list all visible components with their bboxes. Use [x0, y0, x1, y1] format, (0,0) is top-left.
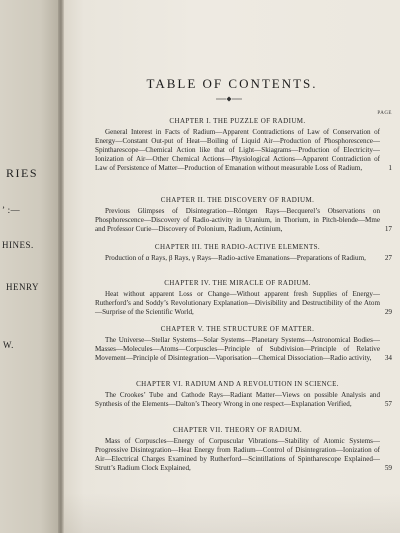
chapter-page-number: 27 — [384, 253, 392, 262]
ornament-divider-icon — [216, 96, 242, 102]
chapter-summary: Production of α Rays, β Rays, γ Rays—Radio-active Emanations—Preparations of Radium, — [105, 253, 366, 262]
toc-entry — [95, 196, 392, 234]
chapter-page-number: 59 — [384, 463, 392, 472]
toc-page — [64, 0, 400, 533]
chapter-heading: CHAPTER I. THE PUZZLE OF RADIUM. — [169, 117, 306, 125]
chapter-heading: CHAPTER V. THE STRUCTURE OF MATTER. — [160, 325, 315, 333]
toc-entry — [95, 426, 392, 473]
toc-entry — [95, 325, 392, 363]
chapter-page-number: 57 — [384, 399, 392, 408]
left-page-fragment: ’ :— — [2, 205, 21, 215]
chapter-heading: CHAPTER VII. THEORY OF RADIUM. — [173, 426, 302, 434]
page-title: TABLE OF CONTENTS. — [146, 76, 318, 91]
chapter-heading: CHAPTER IV. THE MIRACLE OF RADIUM. — [164, 279, 311, 287]
chapter-page-number: 29 — [384, 307, 392, 316]
left-page-fragment: W. — [3, 340, 14, 350]
page-shadow — [64, 493, 400, 533]
chapter-summary: The Universe—Stellar Systems—Solar Systems—Planetary Systems—Astronomical Bodies—Masses—Molecules—Atoms—Corpuscles—Principle of Subdivision—Principle of Relative Movement—Principle of Disintegration—Vaporisation—Chemical Dissociation—Radio activity, — [95, 335, 380, 362]
chapter-heading: CHAPTER VI. RADIUM AND A REVOLUTION IN SCIENCE. — [136, 380, 339, 388]
left-page-fragment: RIES — [6, 166, 39, 180]
toc-entry — [95, 243, 392, 263]
chapter-summary: General Interest in Facts of Radium—Apparent Contradictions of Law of Conservation of Energy—Constant Out-put of Heat—Boiling of Liquid Air—Production of Phosphorescence—Spintharescope—Chemical Action like that of Light—Skiagrams—Production of Electricity—Ionization of Air—Other Chemical Actions—Physiological Actions—Apparent Contradiction of Law of Persistence of Matter—Production of Emanation without measurable Loss of Radium, — [95, 127, 380, 172]
left-page-fragment: HENRY — [6, 282, 40, 292]
left-page-fragment: HINES. — [2, 240, 34, 250]
chapter-summary: Heat without apparent Loss or Change—Without apparent fresh Supplies of Energy—Rutherford’s and Soddy’s Revolutionary Explanation—Divisibility and Destructibility of the Atom—Surprise of the Scientific World, — [95, 289, 380, 316]
chapter-page-number: 1 — [388, 163, 392, 172]
chapter-summary: The Crookes’ Tube and Cathode Rays—Radiant Matter—Views on possible Analysis and Synthesis of the Elements—Dalton’s Theory Wrong in one respect—Explanation Verified, — [95, 390, 380, 408]
left-page-edge — [0, 0, 58, 533]
toc-entry — [95, 279, 392, 317]
toc-entry — [95, 117, 392, 172]
chapter-page-number: 34 — [384, 353, 392, 362]
page-column-label: PAGE — [377, 111, 392, 116]
chapter-page-number: 17 — [384, 224, 392, 233]
chapter-summary: Mass of Corpuscles—Energy of Corpuscular Vibrations—Stability of Atomic Systems—Progressive Disintegration—Heat Energy from Radium—Control of Disintegration—Ionization of Air—Electrical Charges Examined by Rutherford—Scintillations of Spintharescope Explained—Strutt’s Radium Clock Explained, — [95, 436, 380, 472]
chapter-summary: Previous Glimpses of Disintegration—Röntgen Rays—Becquerel’s Observations on Phosphorescence—Discovery of Radio-activity in Uranium, in Thorium, in Pitch-blende—Mme and Professor Curie—Discovery of Polonium, Radium, Actinium, — [95, 206, 380, 233]
toc-entry — [95, 380, 392, 409]
chapter-heading: CHAPTER III. THE RADIO-ACTIVE ELEMENTS. — [154, 243, 321, 251]
chapter-heading: CHAPTER II. THE DISCOVERY OF RADIUM. — [160, 196, 315, 204]
